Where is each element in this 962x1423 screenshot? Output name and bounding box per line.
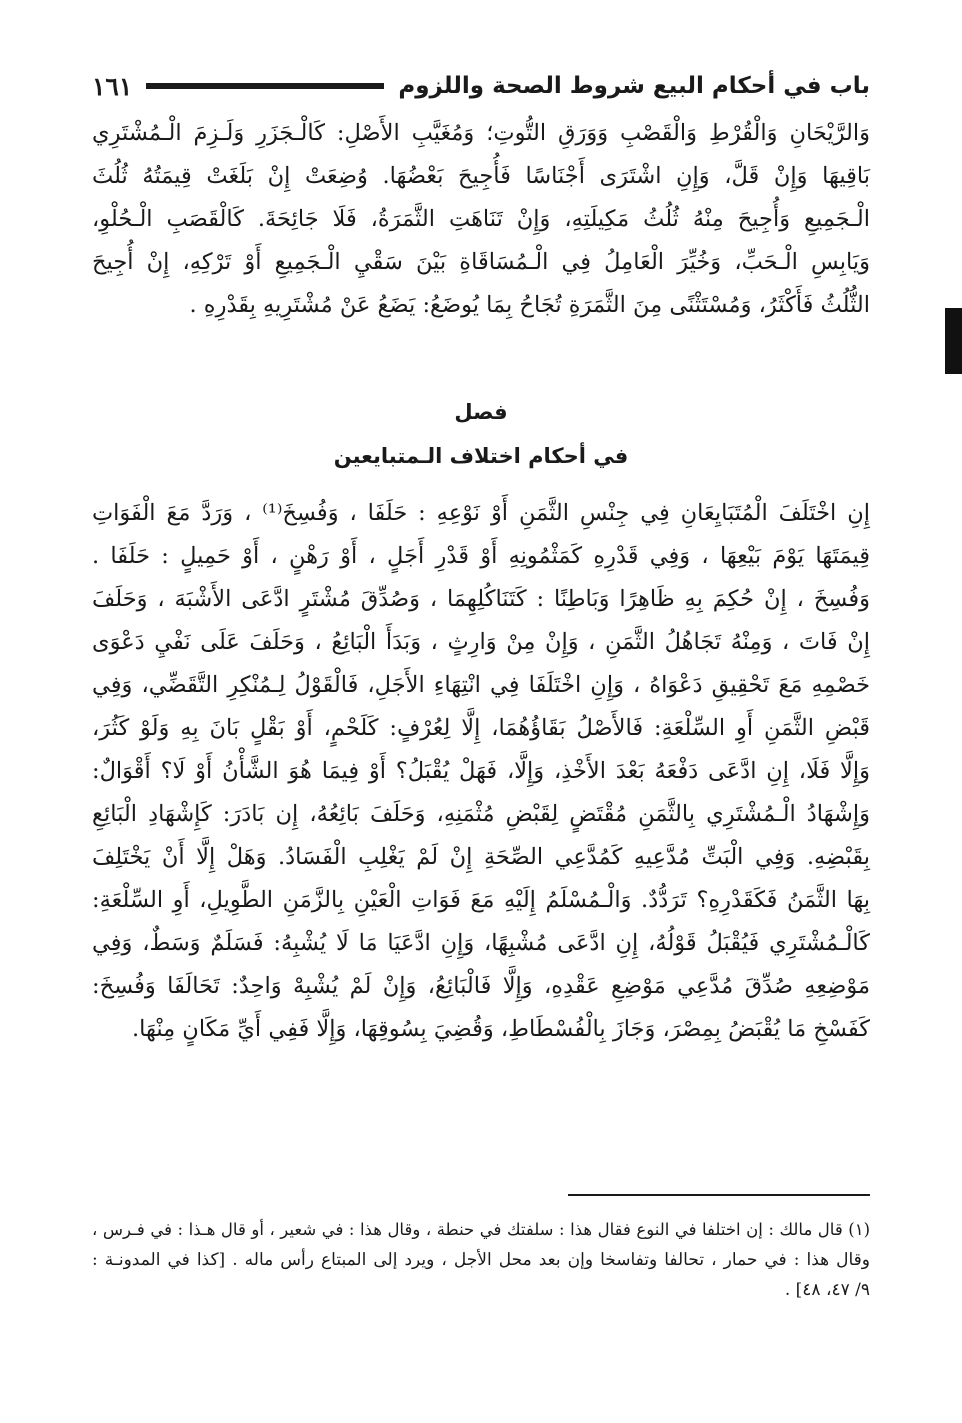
- footnotes: [92, 1215, 870, 1305]
- header-title: باب في أحكام البيع شروط الصحة واللزوم: [398, 73, 870, 99]
- text-line: وَإِلَّا فَلَا، إِنِ ادَّعَى دَفْعَهُ بَعْدَ الأَخْذِ، وَإِلَّا، فَهَلْ يُقْبَلُ؟ أَوْ فِيمَا هُوَ الشَّأْنُ أَوْ لَا؟ أَقْوَالٌ:: [92, 758, 870, 784]
- text-line: وَفُسِخَ ، إِنْ حُكِمَ بِهِ ظَاهِرًا وَبَاطِنًا : كَتَنَاكُلِهِمَا ، وَصُدِّقَ مُشْتَرٍ ادَّعَى الأَشْبَهَ ، وَحَلَفَ: [92, 586, 870, 612]
- footnote-line: ٩/ ٤٧، ٤٨] .: [784, 1280, 870, 1300]
- paragraph-2: [92, 492, 870, 1051]
- text-line: إِنْ فَاتَ ، وَمِنْهُ تَجَاهُلُ الثَّمَنِ ، وَإِنْ مِنْ وَارِثٍ ، وَبَدَأَ الْبَائِعُ ، وَحَلَفَ عَلَى نَفْيِ دَعْوَى: [92, 629, 870, 655]
- section-subheading: في أحكام اختلاف الـمتبايعين: [333, 444, 629, 468]
- text-line: إِنِ اخْتَلَفَ الْمُتَبَايِعَانِ فِي جِنْسِ الثَّمَنِ أَوْ نَوْعِهِ : حَلَفَا ، وَفُسِخَ⁽¹⁾ ، وَرَدَّ مَعَ الْفَوَاتِ: [92, 500, 870, 526]
- header-rule: [146, 81, 384, 91]
- text-line: خَصْمِهِ مَعَ تَحْقِيقِ دَعْوَاهُ ، وَإِنِ اخْتَلَفَا فِي انْتِهَاءِ الأَجَلِ، فَالْقَوْلُ لِـمُنْكِرِ التَّقَضِّي، وَفِي: [92, 672, 870, 698]
- text-line: بِقَبْضِهِ. وَفِي الْبَتِّ مُدَّعِيهِ كَمُدَّعِي الصِّحَةِ إِنْ لَمْ يَغْلِبِ الْفَسَادُ. وَهَلْ إِلَّا أَنْ يَخْتَلِفَ: [92, 844, 870, 870]
- page-number: ١٦١: [92, 71, 133, 101]
- paragraph-1: [92, 112, 870, 327]
- running-header: [92, 66, 870, 106]
- text-line: بَاقِيهَا وَإِنْ قَلَّ، وَإِنِ اشْتَرَى أَجْنَاسًا فَأُجِيحَ بَعْضُهَا. وُضِعَتْ إِنْ بَلَغَتْ قِيمَتُهُ ثُلُثَ: [92, 163, 870, 189]
- text-line: الثُّلُثُ فَأَكْثَرُ، وَمُسْتَثْنًى مِنَ الثَّمَرَةِ تُجَاحُ بِمَا يُوضَعُ: يَضَعُ عَنْ مُشْتَرِيهِ بِقَدْرِهِ .: [189, 292, 870, 318]
- section-heading: فصل: [454, 400, 508, 424]
- text-line: مَوْضِعِهِ صُدِّقَ مُدَّعِي مَوْضِعِ عَقْدِهِ، وَإِلَّا فَالْبَائِعُ، وَإِنْ لَمْ يُشْبِهْ وَاحِدٌ: تَحَالَفَا وَفُسِخَ:: [92, 973, 870, 999]
- text-line: وَالرَّيْحَانِ وَالْقُرْطِ وَالْقَصْبِ وَوَرَقِ التُّوتِ؛ وَمُغَيَّبِ الأَصْلِ: كَالْـجَزَرِ وَلَـزِمَ الْـمُشْتَرِي: [92, 120, 870, 146]
- text-line: كَفَسْخِ مَا يُقْبَضُ بِمِصْرَ، وَجَازَ بِالْفُسْطَاطِ، وَقُضِيَ بِسُوقِهَا، وَإِلَّا فَفِي أَيِّ مَكَانٍ مِنْهَا.: [131, 1016, 870, 1042]
- text-line: الْـجَمِيعِ وَأُجِيحَ مِنْهُ ثُلُثُ مَكِيلَتِهِ، وَإِنْ تَنَاهَتِ الثَّمَرَةُ، فَلَا جَائِحَةَ. كَالْقَصَبِ الْـحُلْوِ،: [92, 206, 870, 232]
- footnote-divider: [568, 1194, 870, 1196]
- text-line: كَالْـمُشْتَرِي فَيُقْبَلُ قَوْلُهُ، إِنِ ادَّعَى مُشْبِهًا، وَإِنِ ادَّعَيَا مَا لَا يُشْبِهُ: فَسَلَمٌ وَسَطٌ، وَفِي: [92, 930, 870, 956]
- chapter-thumb-tab: [945, 308, 962, 374]
- footnote-line: وقال هذا : في حمار ، تحالفا وتفاسخا وإن بعد محل الأجل ، ويرد إلى المبتاع رأس ماله . [كذا في المدونـة :: [92, 1250, 870, 1270]
- text-line: بِهَا الثَّمَنُ فَكَقَدْرِهِ؟ تَرَدُّدٌ. وَالْـمُسْلَمُ إِلَيْهِ مَعَ فَوَاتِ الْعَيْنِ بِالزَّمَنِ الطَّوِيلِ، أَوِ السِّلْعَةِ:: [92, 887, 870, 913]
- text-line: قَبْضِ الثَّمَنِ أَوِ السِّلْعَةِ: فَالأَصْلُ بَقَاؤُهُمَا، إِلَّا لِعُرْفٍ: كَلَحْمٍ، أَوْ بَقْلٍ بَانَ بِهِ وَلَوْ كَثُرَ،: [92, 715, 870, 741]
- footnote-line: (١) قال مالك : إن اختلفا في النوع فقال هذا : سلفتك في حنطة ، وقال هذا : في شعير ، أو قال هـذا : في فـرس ،: [92, 1220, 870, 1239]
- text-line: وَيَابِسِ الْـحَبِّ، وَخُيِّرَ الْعَامِلُ فِي الْـمُسَاقَاةِ بَيْنَ سَقْيِ الْـجَمِيعِ أَوْ تَرْكِهِ، إِنْ أُجِيحَ: [92, 249, 870, 275]
- text-line: قِيمَتَهَا يَوْمَ بَيْعِهَا ، وَفِي قَدْرِهِ كَمَثْمُونِهِ أَوْ قَدْرِ أَجَلٍ ، أَوْ رَهْنٍ ، أَوْ حَمِيلٍ : حَلَفَا .: [92, 543, 870, 569]
- text-line: وَإِشْهَادُ الْـمُشْتَرِي بِالثَّمَنِ مُقْتَضٍ لِقَبْضِ مُثْمَنِهِ، وَحَلَفَ بَائِعُهُ، إِن بَادَرَ: كَإِشْهَادِ الْبَائِعِ: [92, 801, 870, 827]
